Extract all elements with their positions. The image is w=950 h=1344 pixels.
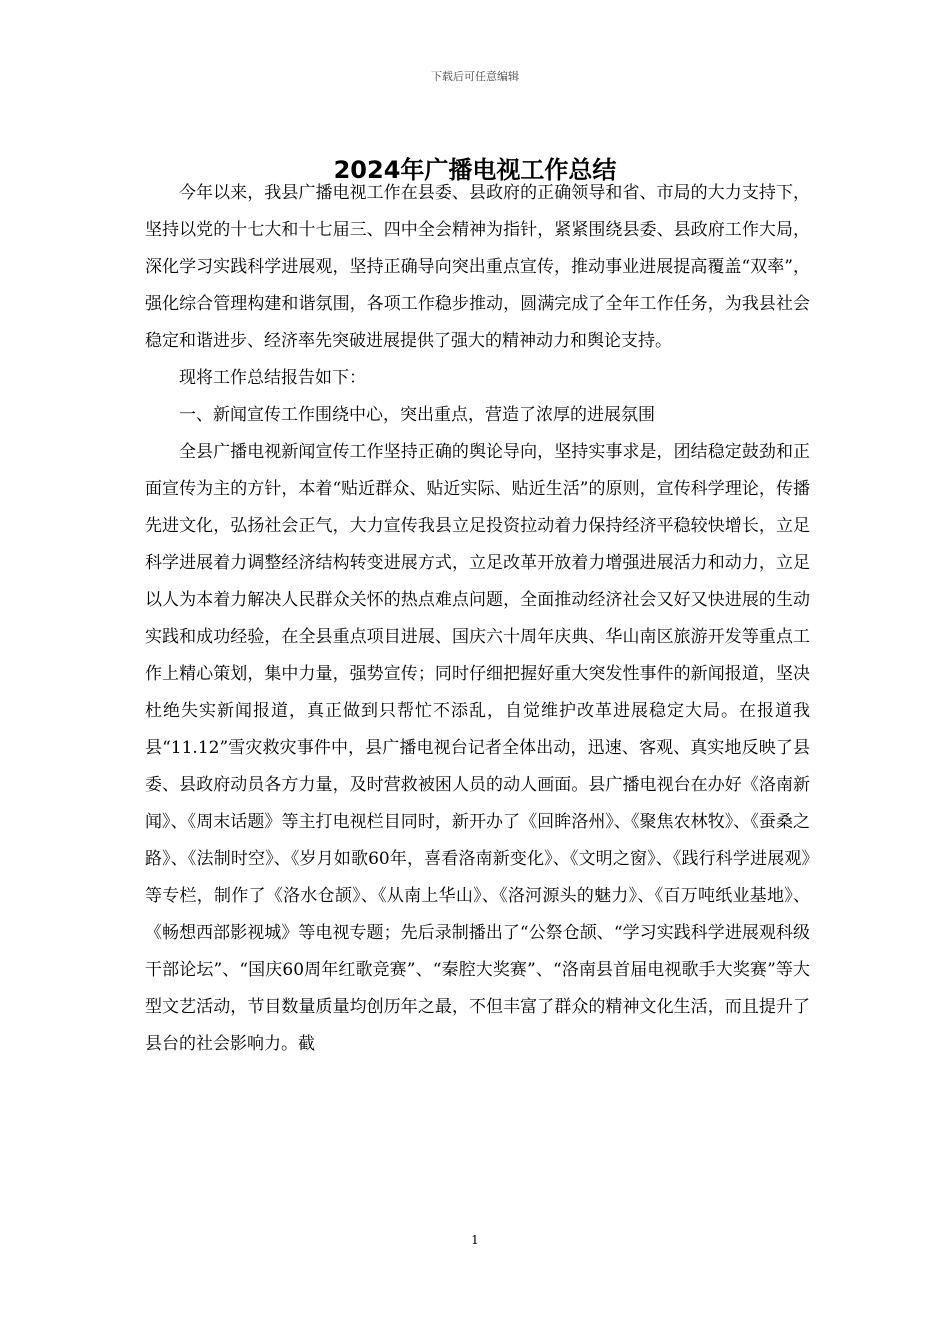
paragraph-news-work: 全县广播电视新闻宣传工作坚持正确的舆论导向，坚持实事求是，团结稳定鼓劲和正面宣传为主的方针，本着“贴近群众、贴近实际、贴近生活”的原则，宣传科学理论，传播先进文化，弘扬社会正气，大力宣传我县立足投资拉动着力保持经济平稳较快增长，立足科学进展着力调整经济结构转变进展方式，立足改革开放着力增强进展活力和动力，立足以人为本着力解决人民群众关怀的热点难点问题，全面推动经济社会又好又快进展的生动实践和成功经验，在全县重点项目进展、国庆六十周年庆典、华山南区旅游开发等重点工作上精心策划，集中力量，强势宣传；同时仔细把握好重大突发性事件的新闻报道，坚决杜绝失实新闻报道，真正做到只帮忙不添乱，自觉维护改革进展稳定大局。在报道我县“11.12”雪灾救灾事件中，县广播电视台记者全体出动，迅速、客观、真实地反映了县委、县政府动员各方力量，及时营救被困人员的动人画面。县广播电视台在办好《洛南新闻》、《周末话题》等主打电视栏目同时，新开办了《回眸洛州》、《聚焦农林牧》、《蚕桑之路》、《法制时空》、《岁月如歌60年，喜看洛南新变化》、《文明之窗》、《践行科学进展观》等专栏，制作了《洛水仓颉》、《从南上华山》、《洛河源头的魅力》、《百万吨纸业基地》、《畅想西部影视城》等电视专题；先后录制播出了“公祭仓颉、“学习实践科学进展观科级干部论坛”、“国庆60周年红歌竞赛”、“秦腔大奖赛”、“洛南县首届电视歌手大奖赛”等大型文艺活动，节目数量质量均创历年之最，不但丰富了群众的精神文化生活，而且提升了县台的社会影响力。截 (145, 442, 810, 1054)
paragraph-report-lead: 现将工作总结报告如下： (179, 368, 366, 388)
page-header: 下载后可任意编辑 (431, 70, 519, 83)
page-number: 1 (471, 1233, 479, 1247)
section-heading-1: 一、新闻宣传工作围绕中心，突出重点，营造了浓厚的进展氛围 (179, 405, 655, 425)
document-title: 2024年广播电视工作总结 (333, 156, 617, 184)
document-body (145, 175, 810, 1063)
paragraph-intro: 今年以来，我县广播电视工作在县委、县政府的正确领导和省、市局的大力支持下，坚持以党的十七大和十七届三、四中全会精神为指针，紧紧围绕县委、县政府工作大局，深化学习实践科学进展观，坚持正确导向突出重点宣传，推动事业进展提高覆盖“双率”，强化综合管理构建和谐氛围，各项工作稳步推动，圆满完成了全年工作任务，为我县社会稳定和谐进步、经济率先突破进展提供了强大的精神动力和舆论支持。 (145, 183, 810, 351)
